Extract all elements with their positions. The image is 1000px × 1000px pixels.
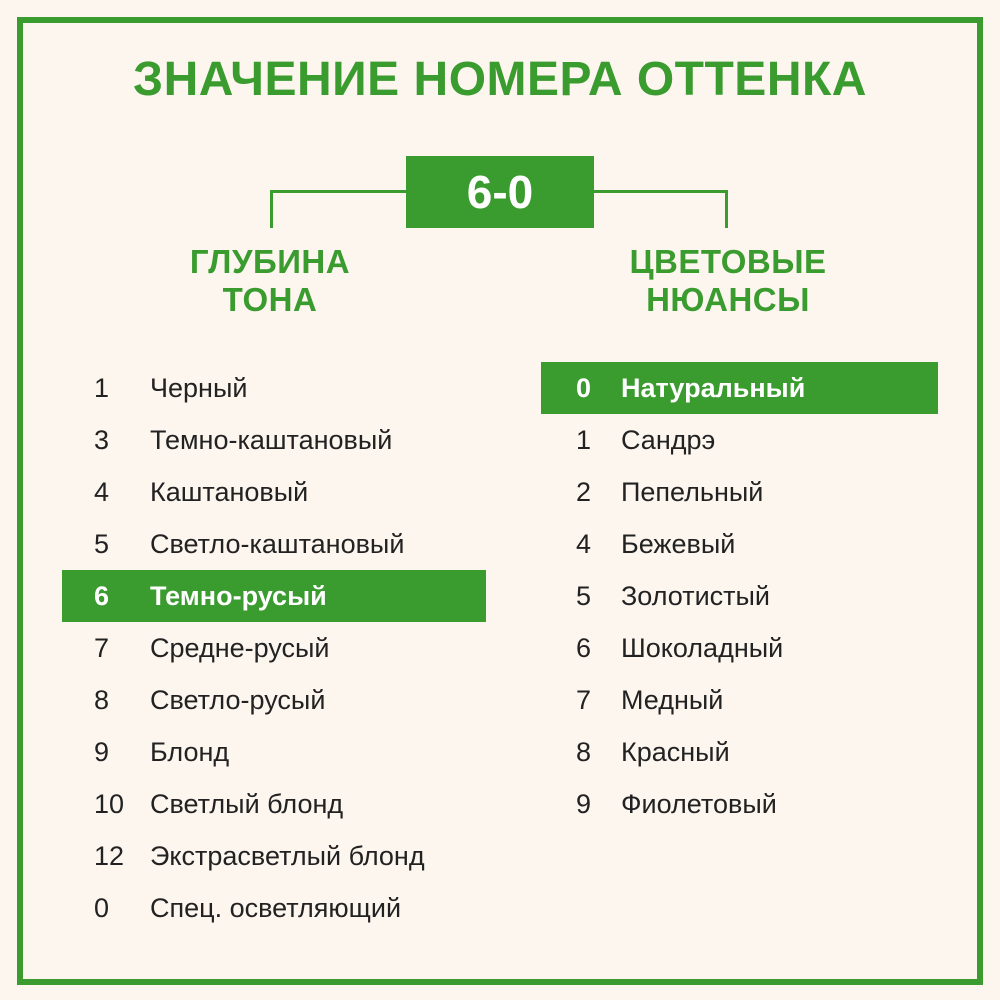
list-item [62, 622, 486, 674]
item-label: Медный [621, 684, 724, 715]
right-heading-line2: НЮАНСЫ [646, 281, 810, 318]
list-item [541, 414, 938, 466]
item-label: Шоколадный [621, 632, 784, 663]
item-number: 2 [576, 476, 592, 507]
item-label: Блонд [150, 736, 230, 767]
item-number: 1 [576, 424, 592, 455]
item-number: 4 [576, 528, 592, 559]
list-item [62, 466, 486, 518]
list-item [62, 778, 486, 830]
item-label: Темно-каштановый [150, 424, 393, 455]
list-item [541, 674, 938, 726]
item-label: Бежевый [621, 528, 736, 559]
right-column-heading [600, 243, 856, 319]
item-number: 10 [94, 788, 125, 819]
bracket-right-vertical [725, 190, 728, 228]
item-number: 4 [94, 476, 110, 507]
item-label: Пепельный [621, 476, 764, 507]
item-number: 9 [576, 788, 592, 819]
left-heading-line1: ГЛУБИНА [189, 243, 351, 280]
list-item [541, 466, 938, 518]
list-item-highlighted [62, 570, 486, 622]
right-heading-line1: ЦВЕТОВЫЕ [629, 243, 827, 280]
tone-depth-list [62, 362, 486, 934]
list-item [541, 622, 938, 674]
item-number: 7 [576, 684, 592, 715]
list-item [62, 726, 486, 778]
list-item [541, 778, 938, 830]
item-label: Каштановый [150, 476, 309, 507]
list-item-highlighted [541, 362, 938, 414]
list-item [541, 570, 938, 622]
bracket-right-horizontal [594, 190, 728, 193]
item-label: Средне-русый [150, 632, 330, 663]
item-label: Сандрэ [621, 424, 716, 455]
item-number: 1 [94, 372, 110, 403]
color-nuance-list [541, 362, 938, 830]
item-number: 5 [576, 580, 592, 611]
left-column-heading [150, 243, 390, 319]
item-number: 3 [94, 424, 110, 455]
list-item [62, 882, 486, 934]
item-label: Экстрасветлый блонд [150, 840, 425, 871]
item-label: Светлый блонд [150, 788, 344, 819]
item-label: Золотистый [621, 580, 771, 611]
item-number: 6 [94, 580, 110, 611]
item-number: 12 [94, 840, 125, 871]
left-heading-line2: ТОНА [222, 281, 318, 318]
item-label: Светло-каштановый [150, 528, 405, 559]
item-number: 5 [94, 528, 110, 559]
list-item [541, 518, 938, 570]
item-number: 0 [576, 372, 592, 403]
item-label: Черный [150, 372, 248, 403]
list-item [541, 726, 938, 778]
bracket-left-horizontal [270, 190, 406, 193]
item-label: Фиолетовый [621, 788, 777, 819]
item-label: Красный [621, 736, 730, 767]
item-number: 6 [576, 632, 592, 663]
list-item [62, 830, 486, 882]
item-label: Темно-русый [150, 580, 327, 611]
item-number: 9 [94, 736, 110, 767]
item-number: 7 [94, 632, 110, 663]
bracket-left-vertical [270, 190, 273, 228]
list-item [62, 414, 486, 466]
item-number: 8 [94, 684, 110, 715]
item-label: Натуральный [621, 372, 806, 403]
list-item [62, 674, 486, 726]
shade-code-box: 6-0 [406, 156, 594, 228]
list-item [62, 362, 486, 414]
item-number: 0 [94, 892, 110, 923]
list-item [62, 518, 486, 570]
page-title: ЗНАЧЕНИЕ НОМЕРА ОТТЕНКА [133, 53, 867, 106]
item-label: Спец. осветляющий [150, 892, 402, 923]
item-label: Светло-русый [150, 684, 326, 715]
item-number: 8 [576, 736, 592, 767]
